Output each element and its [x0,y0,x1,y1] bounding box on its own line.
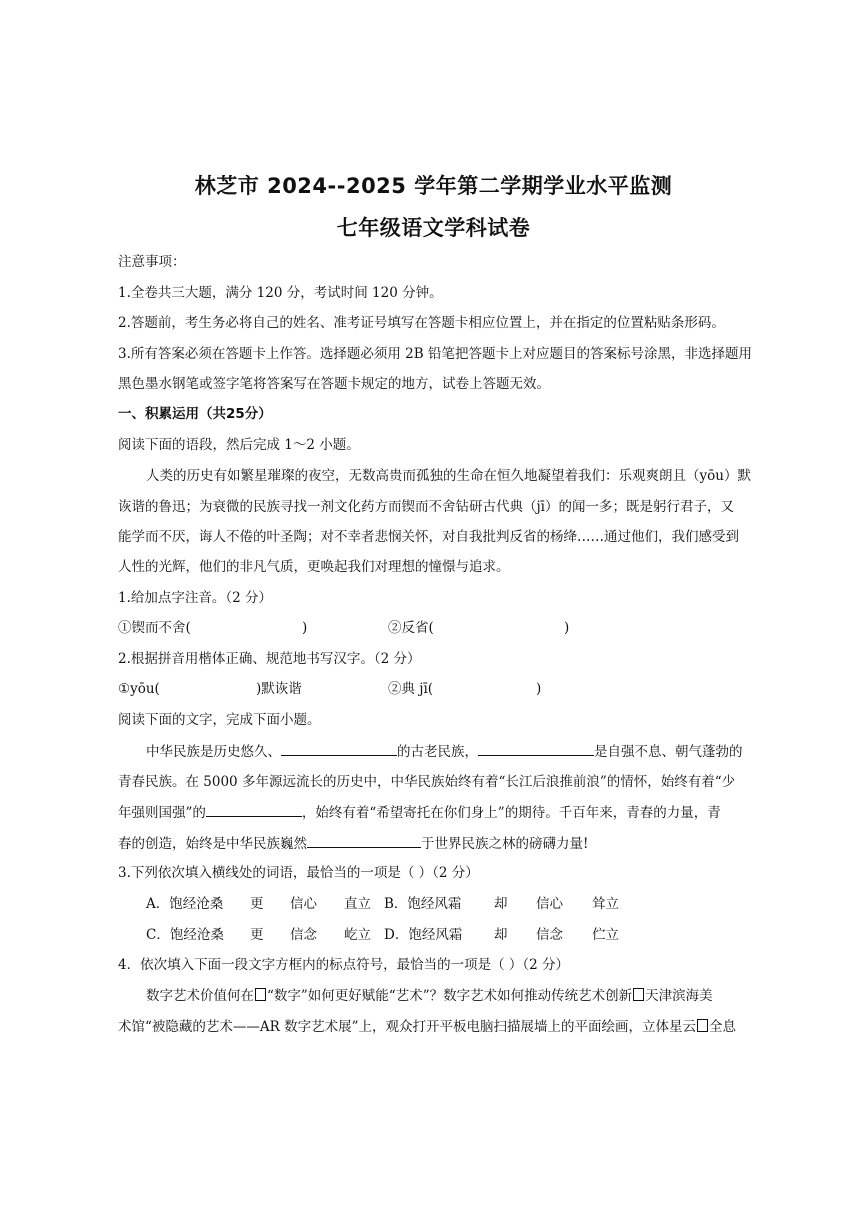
q3-choice-d-word-3: 信念 [536,927,563,943]
notice-item-1: 1.全卷共三大题，满分 120 分，考试时间 120 分钟。 [118,285,443,301]
q2-option-a: ①yōu( [118,681,160,697]
q1-option-a: ①锲而不舍( [118,620,191,636]
passage-2-text-1b: 的古老民族， [397,744,478,760]
question-4-stem: 4．依次填入下面一段文字方框内的标点符号，最恰当的一项是（ ）（2 分） [118,957,570,973]
passage-2-text-4b: 于世界民族之林的磅礴力量! [421,836,589,852]
notice-item-2: 2.答题前，考生务必将自己的姓名、准考证号填写在答题卡相应位置上，并在指定的位置粘贴条形码。 [118,315,725,331]
exam-title: 林芝市 2024--2025 学年第二学期学业水平监测 [194,174,673,198]
punctuation-box-1[interactable] [255,988,266,1001]
passage-2-text-4a: 春的创造，始终是中华民族巍然 [118,836,307,852]
q4-text-1b: “数字”如何更好赋能“艺术”？数字艺术如何推动传统艺术创新 [267,988,633,1004]
fill-blank-3[interactable] [206,802,302,817]
question-1-options [118,618,718,638]
q3-options-row-2 [146,925,646,945]
fill-blank-4[interactable] [307,833,421,848]
punctuation-box-3[interactable] [697,1019,708,1032]
notice-heading: 注意事项： [118,254,186,270]
q4-text-1c: 天津滨海美 [645,988,713,1004]
q3-choice-b-word-3: 信心 [536,896,563,912]
notice-item-3: 3.所有答案必须在答题卡上作答。选择题必须用 2B 铅笔把答题卡上对应题目的答案标号涂黑，非选择题用 [118,346,752,362]
exam-subtitle: 七年级语文学科试卷 [336,216,531,240]
passage-2-line-2: 青春民族。在 5000 多年源远流长的历史中，中华民族始终有着“长江后浪推前浪”的情怀，始终有着“少 [118,774,736,790]
q1-option-b: ②反省( [388,620,434,636]
passage-2-text-1a: 中华民族是历史悠久、 [146,744,281,760]
passage-2-line-4 [118,833,588,854]
q4-text-1a: 数字艺术价值何在 [146,988,254,1004]
fill-blank-1[interactable] [281,741,397,756]
question-2-options [118,679,718,699]
q3-choice-c-word-3: 信念 [290,927,317,943]
q1-option-b-close: ) [564,620,570,636]
q3-choice-d-word-2: 却 [494,927,508,943]
section-1-heading: 一、积累运用（共25分） [118,406,272,422]
passage-2-text-3a: 年强则国强”的 [118,805,206,821]
q3-choice-a[interactable]: A．饱经沧桑 [146,896,224,912]
q3-choice-d[interactable]: D．饱经风霜 [384,927,463,943]
passage-1-line-4: 人性的光辉，他们的非凡气质，更唤起我们对理想的憧憬与追求。 [118,559,510,575]
q3-choice-a-word-3: 信心 [290,896,317,912]
passage-1-line-3: 能学而不厌，诲人不倦的叶圣陶；对不幸者悲悯关怀，对自我批判反省的杨绛……通过他们，我们感受到 [118,529,739,545]
q2-option-b: ②典 jī( [388,681,434,697]
q3-choice-c-word-2: 更 [250,927,264,943]
q2-option-a-close: )默诙谐 [256,681,302,697]
passage-1-line-1: 人类的历史有如繁星璀璨的夜空，无数高贵而孤独的生命在恒久地凝望着我们：乐观爽朗且（yōu）默 [146,468,751,484]
q3-choice-d-word-4: 伫立 [592,927,619,943]
passage-1-line-2: 诙谐的鲁迅；为衰微的民族寻找一剂文化药方而锲而不舍钻研古代典（jī）的闻一多；既是躬行君子，又 [118,499,735,515]
q1-option-a-close: ) [302,620,308,636]
q4-passage-line-1 [146,986,713,1006]
q4-text-2a: 术馆“被隐藏的艺术——AR 数字艺术展”上，观众打开平板电脑扫描展墙上的平面绘画，立体星云 [118,1019,697,1035]
q3-choice-b-word-2: 却 [494,896,508,912]
q3-choice-a-word-4: 直立 [344,896,371,912]
q3-choice-a-word-2: 更 [250,896,264,912]
question-2-stem: 2.根据拼音用楷体正确、规范地书写汉字。（2 分） [118,651,421,667]
passage-2-line-3 [118,802,721,823]
instruction-2: 阅读下面的文字，完成下面小题。 [118,712,321,728]
notice-item-3-cont: 黑色墨水钢笔或签字笔将答案写在答题卡规定的地方，试卷上答题无效。 [118,376,550,392]
q2-option-b-close: ) [536,681,542,697]
fill-blank-2[interactable] [478,741,594,756]
instruction-1: 阅读下面的语段，然后完成 1～2 小题。 [118,437,360,453]
q3-options-row-1 [146,894,646,914]
q3-choice-b[interactable]: B．饱经风霜 [384,896,462,912]
q3-choice-b-word-4: 耸立 [592,896,619,912]
punctuation-box-2[interactable] [633,988,644,1001]
q3-choice-c[interactable]: C．饱经沧桑 [146,927,224,943]
q4-passage-line-2 [118,1017,736,1037]
q4-text-2b: 全息 [709,1019,737,1035]
passage-2-text-1c: 是自强不息、朝气蓬勃的 [594,744,743,760]
question-1-stem: 1.给加点字注音。（2 分） [118,590,273,606]
q3-choice-c-word-4: 屹立 [344,927,371,943]
passage-2-text-3b: ，始终有着“希望寄托在你们身上”的期待。千百年来，青春的力量，青 [301,805,721,821]
question-3-stem: 3.下列依次填入横线处的词语，最恰当的一项是（ ）（2 分） [118,865,479,881]
passage-2-line-1 [146,741,743,762]
